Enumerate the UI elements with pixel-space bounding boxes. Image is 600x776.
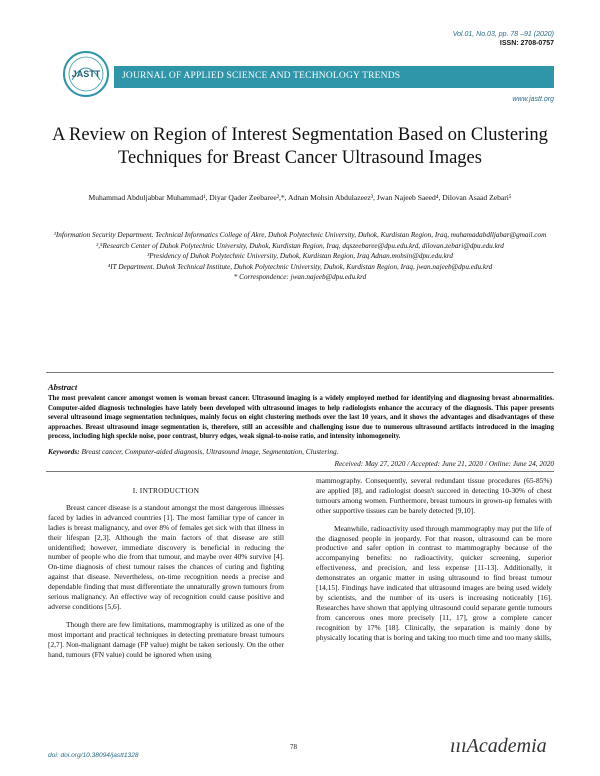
affiliations (50, 230, 550, 283)
journal-banner (114, 66, 554, 88)
section-heading: I. INTRODUCTION (132, 486, 200, 495)
academia-watermark: ıııAcademia (450, 735, 547, 757)
journal-name: JOURNAL OF APPLIED SCIENCE AND TECHNOLOGY TRENDS (122, 71, 401, 81)
affiliation-2: ²,⁵Research Center of Duhok Polytechnic University, Duhok, Kurdistan Region, Iraq, dqszeebaree@dpu.edu.krd, dilovan.zebari@dpu.edu.krd (96, 241, 504, 250)
abstract-text: The most prevalent cancer amongst women is woman breast cancer. Ultrasound imaging is a widely employed method for identifying and diagnosing breast abnormalities. Computer-aided diagnosis technologies have lately been developed with ultrasound images to help radiologists enhance the accuracy of the diagnosis. This paper presents several ultrasound image segmentation techniques, mainly focus on eight clustering methods over the last 10 years, and it shows the advantages and disadvantages of these approaches. Breast ultrasound image segmentation is, therefore, still an accessible and challenging issue due to numerous ultrasound artifacts introduced in the imaging process, including high speckle noise, poor contrast, blurry edges, weak signal-to-noise ratio, and intensity inhomogeneity. (48, 395, 554, 441)
paragraph: Meanwhile, radioactivity used through mammography may put the life of the diagnosed people in jeopardy. For that reason, ultrasound can be more productive and safer option in contrast to mammography because of the accompanying benefits: no radioactivity, quicker screening, superior effectiveness, and precision, and less expense [11-13]. Additionally, it demonstrates an organic matter in using ultrasound to find breast tumour [14,15]. Findings have indicated that ultrasound images are being used widely by scientists, and the number of its users is increasing noticeably [16]. Researches have shown that applying ultrasound could separate gentle tumours from cancerous ones more precisely [11, 17], grow a complete cancer recognition by 17% [18]. Clinically, the separation is mainly done by physically locating that is boring and taking too much time and too many skills, (316, 523, 552, 642)
divider-bottom (46, 471, 554, 472)
volume-info: Vol.01, No.03, pp. 78 –91 (2020) (452, 31, 554, 38)
header-meta (453, 30, 554, 48)
affiliation-1: ¹Information Security Department. Technical Informatics College of Akre, Duhok Polytechnic University, Duhok, Kurdistan Region, Iraq, muhamadabdlljabar@gmail.com (53, 231, 547, 239)
paragraph: Breast cancer disease is a standout amongst the most dangerous illnesses faced by ladies in advanced countries [1]. The most familiar type of cancer in ladies is breast malignancy, and over 8% of females get sick with that illness in their lifespan [2,3]. Although the main factors of that disease are still unidentified; however, immediate discovery is beneficial in reducing the number of people who die from that tumour, and maybe over 40% survive [4]. On-time diagnosis of chest tumour raises the chances of curing and fighting against that disease. Nevertheless, on-time recognition needs a precise and dependable finding that must differentiate the unnaturally grown tumours from serious malignancy. An effective way of recognition could cause positive and adverse conditions [5,6]. (48, 502, 284, 611)
journal-website[interactable]: www.jastt.org (512, 96, 554, 103)
keywords-text: Breast cancer, Computer-aided diagnosis, Ultrasound image, Segmentation, Clustering. (81, 447, 339, 456)
paragraph: mammography. Consequently, several redundant tissue procedures (65-85%) are applied [8], and radiologist doesn't succeed in detecting 10-30% of chest tumours among women. Furthermore, breast tumours in grown-up females with other supportive tissues can be barely detected [9,10]. (316, 476, 552, 515)
paper-title: A Review on Region of Interest Segmentation Based on Clustering Techniques for Breast Cancer Ultrasound Images (52, 125, 548, 168)
paragraph: Though there are few limitations, mammography is utilized as one of the most important and practical techniques in detecting premature breast tumours [2,7]. Non-malignant damage (FP value) might be taken seriously. On the other hand, tumours (FN value) could be ignored when using (48, 619, 284, 659)
affiliation-4: ⁴IT Department. Duhok Technical Institute, Duhok Polytechnic University, Duhok, Kurdistan Region, Iraq, jwan.najeeb@dpu.edu.krd (107, 262, 493, 271)
left-column (48, 486, 284, 668)
received-dates: Received: May 27, 2020 / Accepted: June 21, 2020 / Online: June 24, 2020 (334, 459, 554, 468)
doi-link[interactable]: doi: doi.org/10.38094/jastt1328 (48, 752, 139, 759)
jastt-logo (62, 50, 110, 98)
correspondence: * Correspondence: jwan.najeeb@dpu.edu.krd (233, 273, 367, 281)
divider-top (46, 372, 554, 373)
abstract-heading: Abstract (48, 382, 78, 392)
affiliation-3: ³Presidency of Duhok Polytechnic University, Duhok, Kurdistan Region, Iraq Adnan.mohsin@dpu.edu.krd (147, 252, 453, 260)
author-list: Muhammad Abduljabbar Muhammad¹, Diyar Qader Zeebaree²,*, Adnan Mohsin Abdulazeez³, Jwan Najeeb Saeed⁴, Dilovan Asaad Zebari⁵ (88, 193, 512, 202)
logo-text: JASTT (71, 69, 101, 79)
keywords (48, 447, 338, 456)
issn: ISSN: 2708-0757 (499, 40, 554, 47)
page-number: 78 (290, 743, 297, 751)
keywords-label: Keywords: (48, 447, 80, 456)
right-column (316, 476, 552, 651)
